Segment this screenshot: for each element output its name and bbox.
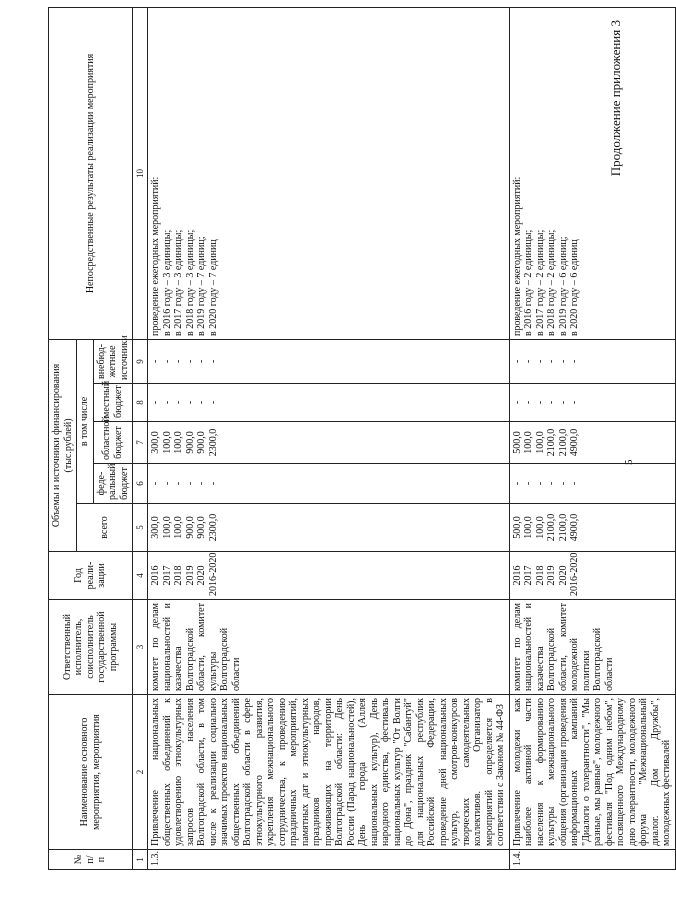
total-value: 900,0 xyxy=(196,516,208,539)
extra-value: - xyxy=(534,359,546,364)
federal-value: - xyxy=(196,481,208,486)
row-years xyxy=(509,552,675,600)
federal-value: - xyxy=(184,481,196,486)
total-value: 100,0 xyxy=(173,516,185,539)
result-line: в 2016 году – 2 единицы; xyxy=(523,229,535,336)
regional-value: 100,0 xyxy=(161,431,173,454)
years-value: 2016-2020 xyxy=(207,552,219,596)
federal-value: - xyxy=(534,481,546,486)
total-value: 300,0 xyxy=(150,516,162,539)
federal-value: - xyxy=(150,481,162,486)
extra-value: - xyxy=(569,359,581,364)
total-value: 2100,0 xyxy=(546,513,558,542)
regional-value: 2100,0 xyxy=(557,428,569,457)
years-value: 2016 xyxy=(150,565,162,586)
row-federal xyxy=(148,464,510,504)
years-value: 2019 xyxy=(546,565,558,586)
header-federal: феде- ральный бюджет xyxy=(93,464,133,504)
total-value: 4900,0 xyxy=(569,513,581,542)
row-years xyxy=(148,552,510,600)
federal-value: - xyxy=(557,481,569,486)
local-value: - xyxy=(161,400,173,405)
header-regional: областной бюджет xyxy=(93,422,133,464)
local-value: - xyxy=(523,400,535,405)
federal-value: - xyxy=(161,481,173,486)
col-number: 9 xyxy=(133,339,148,383)
row-total xyxy=(509,504,675,552)
extra-value: - xyxy=(207,359,219,364)
local-value: - xyxy=(173,400,185,405)
row-number: 1.3. xyxy=(148,850,510,870)
program-table xyxy=(48,7,676,870)
federal-value: - xyxy=(546,481,558,486)
row-extra xyxy=(148,339,510,383)
local-value: - xyxy=(569,400,581,405)
page-number: 5 xyxy=(623,459,635,465)
regional-value: 100,0 xyxy=(173,431,185,454)
row-regional xyxy=(509,422,675,464)
row-number: 1.4. xyxy=(509,850,675,870)
col-number: 3 xyxy=(133,600,148,695)
row-results xyxy=(509,7,675,339)
total-value: 2300,0 xyxy=(207,513,219,542)
years-value: 2018 xyxy=(173,565,185,586)
years-value: 2016-2020 xyxy=(569,552,581,596)
extra-value: - xyxy=(546,359,558,364)
local-value: - xyxy=(534,400,546,405)
extra-value: - xyxy=(173,359,185,364)
row-federal xyxy=(509,464,675,504)
years-value: 2017 xyxy=(523,565,535,586)
extra-value: - xyxy=(523,359,535,364)
total-value: 900,0 xyxy=(184,516,196,539)
total-value: 2100,0 xyxy=(557,513,569,542)
years-value: 2018 xyxy=(534,565,546,586)
local-value: - xyxy=(196,400,208,405)
total-value: 500,0 xyxy=(511,516,523,539)
federal-value: - xyxy=(173,481,185,486)
federal-value: - xyxy=(523,481,535,486)
local-value: - xyxy=(546,400,558,405)
row-executor: комитет по делам национальностей и казачества Волгоградской области, комитет молодежной политики Волгоградской области xyxy=(509,600,675,695)
column-number-row xyxy=(133,7,148,869)
regional-value: 500,0 xyxy=(511,431,523,454)
col-number: 6 xyxy=(133,464,148,504)
row-name: Привлечение национальных общественных объединений к удовлетворению этнокультурных запросов населения Волгоградской области, в том числе к реализации социально значимых проектов национальных общественных объединений Волгоградской области в сфере этнокультурного развития, укрепления межнационального сотрудничества, к проведению праздничных мероприятий, памятных дат и этнокультурных праздников народов, проживающих на территории Волгоградской области: День России (Парад национальностей), День города (Аллея национальных культур), День народного единства, фестиваль национальных культур "От Волги до Дона", праздник "Сабантуй" для национальных республик Российской Федерации, проведение дней национальных культур, смотров-конкурсов творческих самодеятельных коллективов. Организатор мероприятий определяется в соответствии с Законом № 44-ФЗ xyxy=(148,695,510,850)
row-results xyxy=(148,7,510,339)
row-extra xyxy=(509,339,675,383)
col-number: 10 xyxy=(133,7,148,339)
col-number: 4 xyxy=(133,552,148,600)
regional-value: 900,0 xyxy=(184,431,196,454)
result-line: в 2016 году – 3 единицы; xyxy=(161,229,173,336)
regional-value: 2300,0 xyxy=(207,428,219,457)
header-num: № п/п xyxy=(49,850,133,870)
row-regional xyxy=(148,422,510,464)
result-line: в 2020 году – 6 единиц xyxy=(569,239,581,336)
result-line: в 2019 году – 6 единиц; xyxy=(557,236,569,336)
regional-value: 100,0 xyxy=(534,431,546,454)
extra-value: - xyxy=(184,359,196,364)
row-executor: комитет по делам национальностей и казачества Волгоградской области, комитет культуры Волгоградской области xyxy=(148,600,510,695)
years-value: 2016 xyxy=(511,565,523,586)
row-total xyxy=(148,504,510,552)
result-line: в 2020 году – 7 единиц xyxy=(207,239,219,336)
header-year: Год реали- зации xyxy=(49,552,133,600)
table-row xyxy=(509,7,675,869)
years-value: 2017 xyxy=(161,565,173,586)
years-value: 2020 xyxy=(557,565,569,586)
local-value: - xyxy=(150,400,162,405)
header-funding: Объемы и источники финансирования (тыс.рублей) xyxy=(49,339,77,551)
result-line: проведение ежегодных мероприятий: xyxy=(511,176,523,336)
col-number: 1 xyxy=(133,850,148,870)
table-row xyxy=(148,7,510,869)
col-number: 8 xyxy=(133,384,148,422)
regional-value: 300,0 xyxy=(150,431,162,454)
years-value: 2019 xyxy=(184,565,196,586)
result-line: проведение ежегодных мероприятий: xyxy=(150,176,162,336)
federal-value: - xyxy=(569,481,581,486)
total-value: 100,0 xyxy=(523,516,535,539)
regional-value: 4900,0 xyxy=(569,428,581,457)
header-local: местный бюджет xyxy=(93,384,133,422)
local-value: - xyxy=(511,400,523,405)
total-value: 100,0 xyxy=(161,516,173,539)
table-body xyxy=(148,7,676,869)
header-executor: Ответственный исполнитель, соисполнитель государственной программы xyxy=(49,600,133,695)
col-number: 2 xyxy=(133,695,148,850)
row-local xyxy=(148,384,510,422)
federal-value: - xyxy=(511,481,523,486)
header-including: в том числе xyxy=(77,339,94,503)
extra-value: - xyxy=(511,359,523,364)
row-name: Привлечение молодежи как наиболее активной части населения к формированию культуры межнационального общения (организация проведения информационных кампаний "Диалоги о толерантности", "Мы разные, мы равные", молодежного фестиваля "Под одним небом", посвященного Международному дню толерантности, молодежного форума "Межнациональный диалог. Дом Дружбы", молодежных фестивалей xyxy=(509,695,675,850)
col-number: 5 xyxy=(133,504,148,552)
result-line: в 2017 году – 2 единицы; xyxy=(534,229,546,336)
header-name: Наименование основного мероприятия, мероприятия xyxy=(49,695,133,850)
local-value: - xyxy=(184,400,196,405)
result-line: в 2017 году – 3 единицы; xyxy=(173,229,185,336)
extra-value: - xyxy=(196,359,208,364)
total-value: 100,0 xyxy=(534,516,546,539)
regional-value: 100,0 xyxy=(523,431,535,454)
local-value: - xyxy=(557,400,569,405)
result-line: в 2018 году – 2 единицы; xyxy=(546,229,558,336)
local-value: - xyxy=(207,400,219,405)
col-number: 7 xyxy=(133,422,148,464)
row-local xyxy=(509,384,675,422)
header-total: всего xyxy=(77,504,133,552)
result-line: в 2018 году – 3 единицы; xyxy=(184,229,196,336)
extra-value: - xyxy=(150,359,162,364)
federal-value: - xyxy=(207,481,219,486)
result-line: в 2019 году – 7 единиц; xyxy=(196,236,208,336)
regional-value: 900,0 xyxy=(196,431,208,454)
years-value: 2020 xyxy=(196,565,208,586)
extra-value: - xyxy=(557,359,569,364)
header-extra: внебюд- жетные источники xyxy=(93,339,133,383)
regional-value: 2100,0 xyxy=(546,428,558,457)
appendix-caption: Продолжение приложения 3 xyxy=(608,20,623,177)
header-results: Непосредственные результаты реализации мероприятия xyxy=(49,7,133,339)
extra-value: - xyxy=(161,359,173,364)
